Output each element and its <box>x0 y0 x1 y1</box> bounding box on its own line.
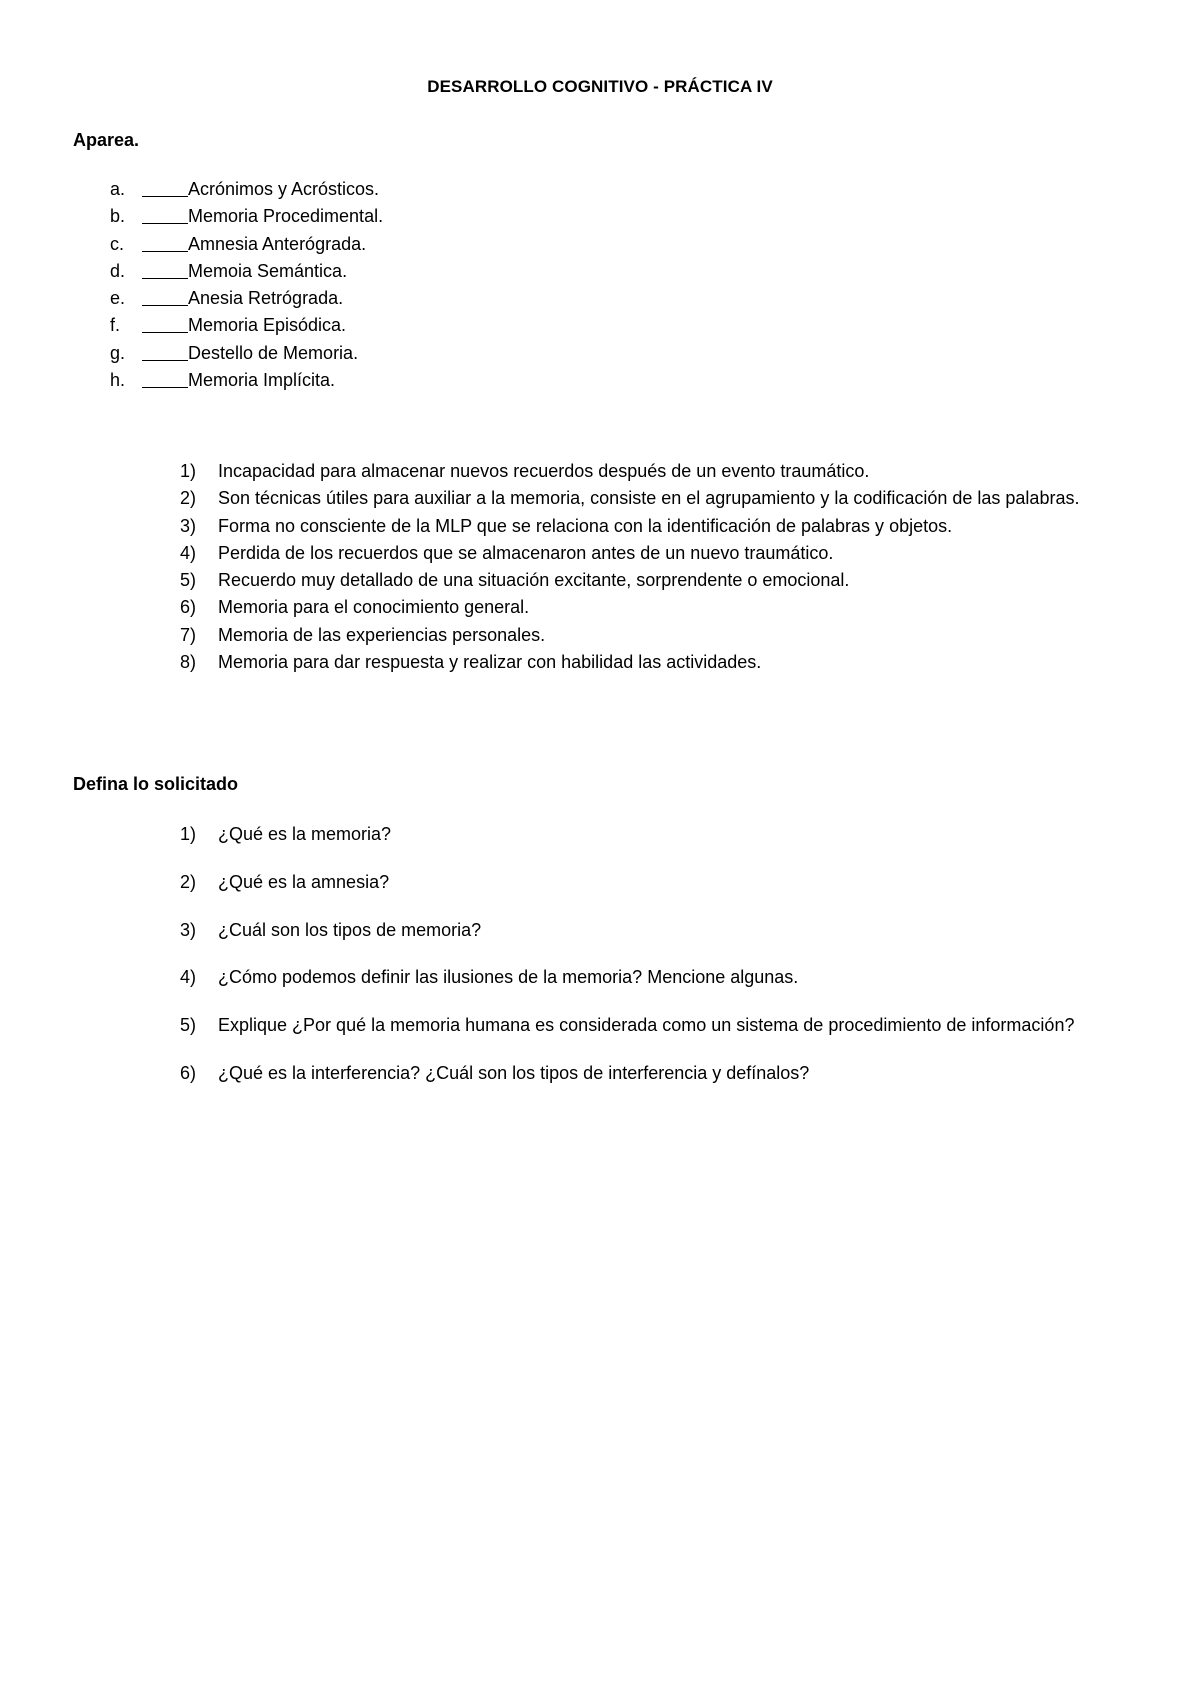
list-item <box>0 649 1088 676</box>
item-marker: b. <box>110 206 126 227</box>
item-text: Memoria Episódica. <box>188 315 347 336</box>
list-item <box>0 917 1088 944</box>
answer-blank[interactable] <box>142 233 188 252</box>
list-item <box>0 622 1088 649</box>
answer-blank[interactable] <box>142 369 188 388</box>
list-item <box>73 258 383 285</box>
item-number: 4) <box>180 967 197 988</box>
item-marker: c. <box>110 233 125 254</box>
questions-list <box>0 821 1200 1108</box>
answer-blank[interactable] <box>142 342 188 361</box>
item-text: Memoria Procedimental. <box>188 206 384 227</box>
item-text: Perdida de los recuerdos que se almacenaron antes de un nuevo traumático. <box>218 542 834 563</box>
item-text: Incapacidad para almacenar nuevos recuerdos después de un evento traumático. <box>218 461 870 481</box>
list-item <box>73 312 383 339</box>
item-text: Memoria de las experiencias personales. <box>218 624 546 645</box>
list-item <box>0 485 1088 512</box>
item-number: 5) <box>180 570 197 591</box>
item-text: Forma no consciente de la MLP que se relaciona con la identificación de palabras y objetos. <box>218 515 953 536</box>
item-text: ¿Cuál son los tipos de memoria? <box>218 919 482 940</box>
list-item <box>0 513 1088 540</box>
item-number: 8) <box>180 652 197 673</box>
list-item <box>73 340 383 367</box>
list-item <box>0 458 1088 485</box>
document-title: DESARROLLO COGNITIVO - PRÁCTICA IV <box>427 77 773 96</box>
item-number: 4) <box>180 542 197 563</box>
answer-blank[interactable] <box>142 287 188 306</box>
section-heading-defina: Defina lo solicitado <box>73 774 239 794</box>
answer-blank[interactable] <box>142 260 188 279</box>
item-marker: h. <box>110 370 126 391</box>
item-number: 6) <box>180 597 197 618</box>
item-text: Memoria Implícita. <box>188 370 336 391</box>
answer-blank[interactable] <box>142 178 188 197</box>
list-item <box>0 594 1088 621</box>
item-text: Memoia Semántica. <box>188 260 348 281</box>
item-text: Amnesia Anterógrada. <box>188 233 367 254</box>
item-number: 6) <box>180 1062 197 1083</box>
item-text: Memoria para el conocimiento general. <box>218 597 530 618</box>
item-marker: a. <box>110 179 126 199</box>
matching-terms-list <box>73 176 383 394</box>
item-text: Recuerdo muy detallado de una situación excitante, sorprendente o emocional. <box>218 570 850 591</box>
item-text: Explique ¿Por qué la memoria humana es considerada como un sistema de procedimiento de información? <box>218 1015 1075 1036</box>
list-item <box>0 567 1088 594</box>
list-item <box>73 285 383 312</box>
list-item <box>73 367 383 394</box>
answer-blank[interactable] <box>142 314 188 333</box>
list-item <box>73 176 383 203</box>
list-item <box>0 821 1088 848</box>
list-item <box>0 1060 1088 1087</box>
item-number: 2) <box>180 488 197 509</box>
list-item <box>73 231 383 258</box>
item-text: ¿Qué es la memoria? <box>218 824 392 844</box>
section-heading-aparea: Aparea. <box>73 130 140 150</box>
definitions-list <box>0 458 1200 676</box>
item-number: 1) <box>180 461 197 481</box>
list-item <box>0 964 1088 991</box>
item-text: ¿Qué es la amnesia? <box>218 871 390 892</box>
item-number: 3) <box>180 515 197 536</box>
item-marker: f. <box>110 315 121 336</box>
item-text: Son técnicas útiles para auxiliar a la memoria, consiste en el agrupamiento y la codificación de las palabras. <box>218 488 1080 509</box>
answer-blank[interactable] <box>142 205 188 224</box>
item-number: 3) <box>180 919 197 940</box>
item-text: Memoria para dar respuesta y realizar con habilidad las actividades. <box>218 652 762 673</box>
list-item <box>0 1012 1088 1039</box>
item-number: 7) <box>180 624 197 645</box>
item-marker: g. <box>110 342 126 363</box>
item-text: ¿Cómo podemos definir las ilusiones de la memoria? Mencione algunas. <box>218 967 799 988</box>
item-text: ¿Qué es la interferencia? ¿Cuál son los tipos de interferencia y defínalos? <box>218 1062 810 1083</box>
list-item <box>0 869 1088 896</box>
item-text: Destello de Memoria. <box>188 342 359 363</box>
list-item <box>73 203 383 230</box>
item-text: Anesia Retrógrada. <box>188 288 344 309</box>
item-number: 2) <box>180 871 197 892</box>
item-number: 1) <box>180 824 197 844</box>
list-item <box>0 540 1088 567</box>
item-text: Acrónimos y Acrósticos. <box>188 179 380 199</box>
item-marker: d. <box>110 260 126 281</box>
item-number: 5) <box>180 1015 197 1036</box>
item-marker: e. <box>110 288 126 309</box>
